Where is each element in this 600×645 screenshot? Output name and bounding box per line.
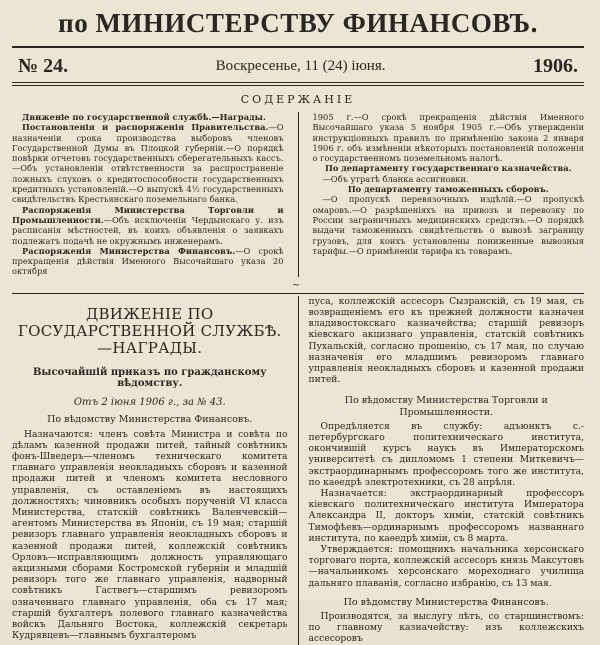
- contents-entry-text: 1905 г.—О срокѣ прекращенія дѣйствія Именного Высочайшаго указа 5 ноября 1905 г.—Объ утвержденіи инструкціонныхъ правилъ по примѣненію закона 2 января 1906 г. объ измѣненіи нѣкоторыхъ постановленій положенія о государственномъ поземельномъ налогѣ.: [312, 112, 584, 164]
- article-paragraph: Назначаются: членъ совѣта Министра и совѣта по дѣламъ казенной продажи питей, тайный совѣтникъ фонъ-Шведеръ—членомъ техническаго комитета главнаго управленія неокладныхъ сборовъ и казенной продажи питей и членомъ комитета несловного управленія, съ оставленіемъ въ настоящихъ должностяхъ; чиновникъ особыхъ порученій VI класса Министерства, статскій совѣтникъ Валенчевскій—агентомъ Министерства въ Японіи, съ 19 мая; старшій ревизоръ главнаго управленія неокладныхъ сборовъ и казенной продажи питей, коллежскій совѣтникъ Орловъ—исправляющимъ должность управляющаго акцизными сборами Костромской губерніи и младшій ревизоръ того же главнаго управленія, надворный совѣтникъ Гаствегъ—старшимъ ревизоромъ означеннаго главнаго управленія, оба съ 17 мая; старшій бухгалтеръ полевого главнаго казначейства войскъ Дальняго Востока, коллежскій секретарь Кудрявцевъ—главнымъ бухгалтеромъ: [12, 428, 288, 642]
- article-heading: ДВИЖЕНІЕ ПО ГОСУДАРСТВЕННОЙ СЛУЖБѢ.—НАГРАДЫ.: [17, 304, 282, 357]
- issue-year: 1906.: [532, 54, 578, 77]
- contents-entry: —О пропускѣ перевязочныхъ издѣлій.—О пропускѣ омаровъ.—О разрѣшеніяхъ на привозъ и перевозку по России заграничныхъ медицинскихъ средствъ.—О порядкѣ выдачи таможенныхъ свидѣтельствъ о вывозѣ заграницу грузовъ, для коихъ установлены пониженные вывозныя тарифы.—О примѣненіи тарифа къ товарамъ.: [312, 194, 584, 256]
- contents-entry-bold: Движеніе по государственной службѣ.—Награды.: [22, 112, 266, 122]
- contents-entry: [12, 112, 284, 122]
- article-paragraph: Опредѣляется въ службу: адъюнктъ с.-петербургскаго политехническаго института, окончившій курсъ наукъ въ Императорскомъ университетѣ съ дипломомъ 1 степени Миткевичъ—экстраординарнымъ профессоромъ того же института, по каѳедрѣ электротехники, съ 28 апрѣля.: [308, 420, 584, 488]
- section-divider: ~: [291, 279, 305, 291]
- article-paragraph: Утверждается: помощникъ начальника херсонскаго торговаго порта, коллежскій ассесоръ князь Максутовъ—начальникомъ херсонскаго мореходнаго училища дальняго плаванія, согласно избранію, съ 13 мая.: [308, 544, 584, 589]
- dept-heading: По вѣдомству Министерства Финансовъ.: [47, 414, 253, 426]
- article-paragraph: Производятся, за выслугу лѣтъ, со старшинствомъ: по главному казначейству: изъ коллежскихъ ассесоровъ: [308, 611, 584, 645]
- column-divider: [298, 296, 299, 645]
- contents-entry: [12, 122, 284, 204]
- order-date: Отъ 2 іюня 1906 г., за № 43.: [73, 397, 226, 409]
- dateline-rule-2: [12, 85, 584, 86]
- contents-entry-bold: Распоряженія Министерства Финансовъ.: [22, 245, 236, 256]
- contents-left: [12, 112, 284, 277]
- masthead: по МИНИСТЕРСТВУ ФИНАНСОВЪ.: [58, 8, 538, 38]
- issue-date: Воскресенье, 11 (24) іюня.: [215, 57, 386, 74]
- contents-entry: [313, 112, 585, 163]
- article-right: [309, 296, 585, 645]
- contents-entry-text: —О назначеніи срока производства выборовъ членовъ Государственной Думы въ Плоцкой губерніи.—О порядкѣ повѣрки отчетовъ государственныхъ сберегательныхъ кассъ.—Объ установленіи отвѣтственности за распространеніе ложныхъ слуховъ о кредитоспособности государственныхъ кредитныхъ установленій.—О выпускѣ 4½ государственныхъ свидѣтельствъ Крестьянскаго поземельнаго банка.: [12, 122, 284, 205]
- section-rule: [12, 293, 584, 294]
- masthead-rule: [12, 46, 584, 48]
- article-columns: [12, 296, 584, 645]
- order-heading: Высочайшій приказъ по гражданскому вѣдомству.: [32, 366, 267, 389]
- contents-entry-bold: Распоряженія Министерства Торговли и Промышленности.: [12, 204, 284, 225]
- contents-entry: [12, 205, 284, 246]
- issue-number: № 24.: [18, 54, 69, 77]
- dateline: [12, 50, 584, 82]
- dateline-rule: [12, 82, 584, 83]
- contents-columns: [12, 112, 584, 277]
- dept-heading: По вѣдомству Министерства Торговли и Промышленности.: [344, 395, 548, 418]
- contents-entry: —Объ утратѣ бланка ассигновки.: [322, 173, 469, 184]
- contents-entry-text: —О срокѣ прекращенія дѣйствія Именного Высочайшаго указа 20 октября: [12, 245, 284, 277]
- contents-subhead: По департаменту государственнаго казначейства.: [324, 163, 572, 174]
- contents-subhead: По департаменту таможенныхъ сборовъ.: [347, 184, 549, 195]
- contents-entry-bold: Постановленія и распоряженія Правительства.: [22, 122, 269, 133]
- contents-entry-text: —Объ исключеніи Чердынскаго у. изъ раcписанія мѣстностей, въ коихъ объявленія о заявкахъ подлежатъ подачѣ не окружнымъ инженерамъ.: [12, 214, 284, 246]
- contents-entry: [12, 246, 284, 277]
- contents-right: [313, 112, 585, 277]
- article-left: [12, 296, 288, 645]
- dept-heading: По вѣдомству Министерства Финансовъ.: [343, 596, 549, 608]
- article-paragraph: Назначается: экстраординарный профессоръ кіевскаго политехническаго института Императора Александра II, докторъ химіи, статскій совѣтникъ Тимофѣевъ—ординарнымъ профессоромъ названнаго института, по каѳедрѣ химіи, съ 8 марта.: [308, 488, 584, 544]
- column-divider: [298, 112, 299, 277]
- contents-title: СОДЕРЖАНІЕ: [240, 93, 356, 106]
- article-paragraph: пуса, коллежскій ассесоръ Сызранскій, съ 19 мая, съ возвращеніемъ его къ прежней должности казначея владивостокскаго казначейства; старшій ревизоръ кіевскаго акцизнаго управленія, статскій совѣтникъ Пухальскій, согласно прошенію, съ 17 мая, по случаю назначенія его младшимъ ревизоромъ главнаго управленія неокладныхъ сборовъ и казенной продажи питей.: [308, 295, 584, 386]
